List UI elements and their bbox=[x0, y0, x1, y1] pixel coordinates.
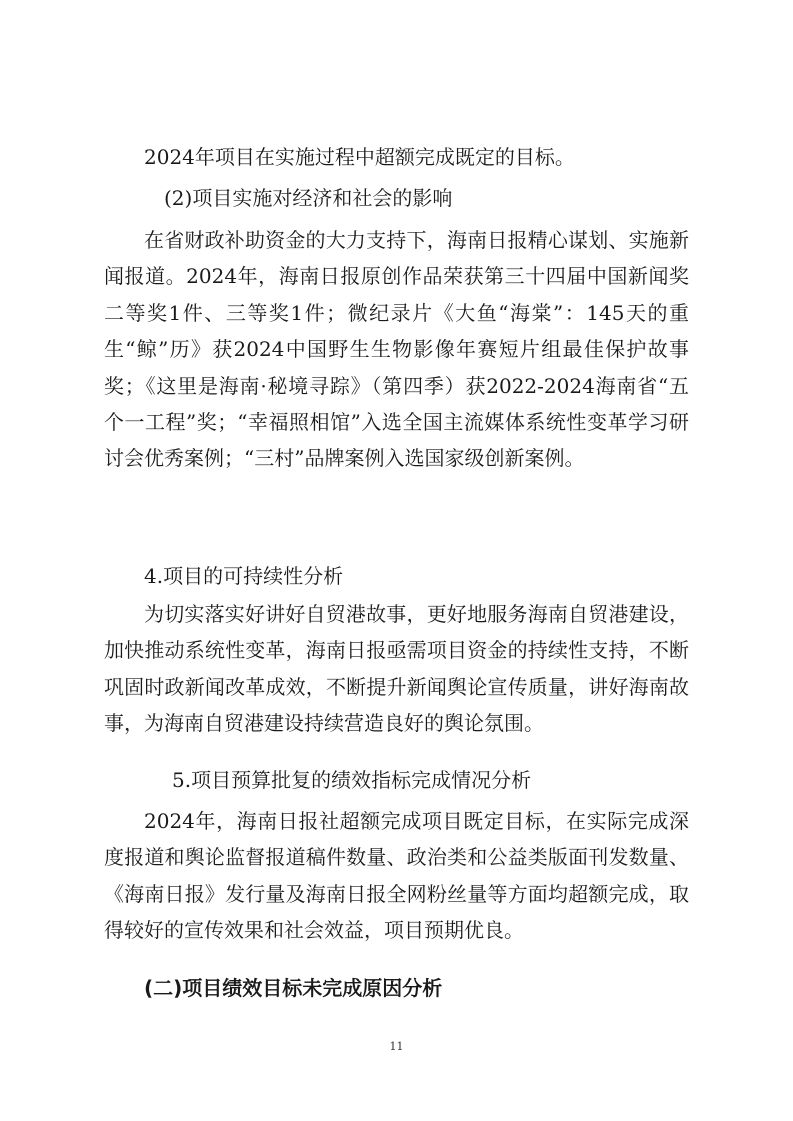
paragraph-sustainability-content: 为切实落实好讲好自贸港故事，更好地服务海南自贸港建设，加快推动系统性变革，海南日报亟需项目资金的持续性支持，不断巩固时政新闻改革成效，不断提升新闻舆论宣传质量，讲好海南故事，为海南自贸港建设持续营造良好的舆论氛围。 bbox=[104, 602, 689, 736]
page-number: 11 bbox=[389, 1040, 404, 1053]
heading-economic-social-impact: (2)项目实施对经济和社会的影响 bbox=[164, 186, 453, 210]
heading-performance-indicators: 5.项目预算批复的绩效指标完成情况分析 bbox=[172, 768, 532, 792]
paragraph-target-completed: 2024年项目在实施过程中超额完成既定的目标。 bbox=[144, 145, 575, 169]
paragraph-news-achievements: 在省财政补助资金的大力支持下，海南日报精心谋划、实施新闻报道。2024年，海南日报原创作品荣获第三十四届中国新闻奖二等奖1件、三等奖1件；微纪录片《大鱼“海棠”：145天的重生“鲸”历》获2024中国野生生物影像年赛短片组最佳保护故事奖；《这里是海南·秘境寻踪》（第四季）获2022-2024海南省“五个一工程”奖；“幸福照相馆”入选全国主流媒体系统性变革学习研讨会优秀案例；“三村”品牌案例入选国家级创新案例。 bbox=[104, 228, 689, 471]
heading-sustainability-analysis: 4.项目的可持续性分析 bbox=[144, 564, 344, 588]
heading-unfinished-reasons: (二)项目绩效目标未完成原因分析 bbox=[144, 976, 443, 1000]
paragraph-performance-content: 2024年，海南日报社超额完成项目既定目标，在实际完成深度报道和舆论监督报道稿件数量、政治类和公益类版面刊发数量、《海南日报》发行量及海南日报全网粉丝量等方面均超额完成，取得较好的宣传效果和社会效益，项目预期优良。 bbox=[104, 809, 689, 943]
